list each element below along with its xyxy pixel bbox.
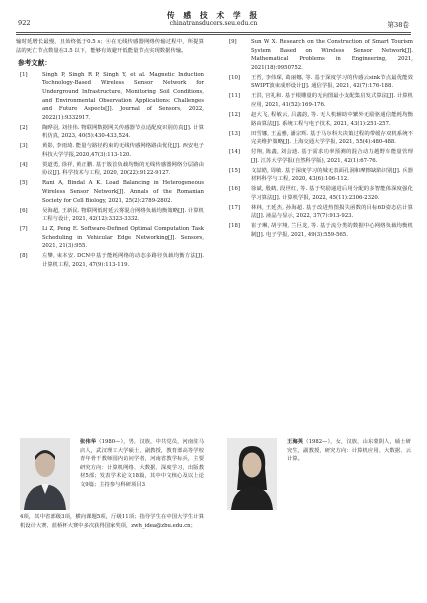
reference-item [225,38,413,72]
left-column [16,38,204,271]
reference-number: [11] [229,93,240,100]
page-number: 922 [18,19,31,27]
bio-wang-text: （1982—），女，汉族，山东蒙阴人，硕士研究生，副教授，研究方向：计算机应用、大数据、云计算。 [287,439,411,462]
reference-number: [15] [229,167,240,174]
reference-item [225,167,413,184]
reference-text: 文喆皓, 周敏. 基于深度学习的城无表面孔洞和摩擦缺陷识别[J]. 兵器材料科学与工程, 2020, 43(6):106-112. [251,167,413,183]
reference-number: [9] [229,39,237,45]
journal-url: chinatransducers.seu.edu.cn [169,20,258,27]
reference-item [16,207,204,224]
reference-list-left [16,71,204,270]
reference-text: 崔子琳, 胡宇翔, 兰巨龙, 等. 基于流分类的数据中心网络负载均衡机制[J]. 电子学报, 2021, 49(3):559-565. [251,223,413,238]
reference-number: [5] [20,180,28,187]
reference-number: [17] [229,204,240,211]
reference-number: [16] [229,186,240,193]
volume-label: 第38卷 [387,21,409,29]
reference-number: [6] [20,207,28,214]
reference-number: [13] [229,130,240,137]
reference-text: 陶晔羽, 刘佳伟. 物联网数据网关传感器节点适配度识别仿真[J]. 计算机仿真, 2023, 40(5):430-433,524. [42,124,204,140]
reference-text: 王洪, 宫礼和. 基于根雕量的无向图最小支配集启发式算法[J]. 计算机应用, 2021, 41(52):169-176. [251,93,413,108]
page-header [16,8,411,32]
reference-number: [4] [20,161,28,168]
reference-item [16,225,204,251]
reference-text: 左攀, 束本安. DCN中基于能耗网络的动态多路径负载均衡方法[J]. 计算机工程, 2021, 47(9):113-119. [42,253,204,268]
reference-item [16,142,204,159]
reference-item [225,130,413,147]
reference-text: 付翔, 陈鑫, 刘会迪. 基于需求功率预测的混合动力越野车能量管理[J]. 江苏大学学报(自然科学版), 2021, 42(1):67-76. [251,149,413,164]
reference-item [16,161,204,178]
reference-text: Singh P, Singh R P, Singh Y, et al. Magnetic Induction Technology-Based Wireless Sensor Network for Underground Infrastructure, Monitoring Soil Conditions, and Environmental Observation Applications: Challenges and Future Aspects[J]. Journal of Sensors, 2022, 2022(1):9332917. [42,71,204,121]
header-rule-double [16,34,411,35]
reference-text: Rani A, Bindal A K. Load Balancing in Heterogeneous Wireless Sensor Network[J]. Annals of the Romanian Society for Cell Biology, 2021, 25(2):2789-2802. [42,180,204,204]
bio-zhang-text-part2: 4项，其中省部级3项，横向课题5项，厅级11项；指导学生在中国大学生计算机设计大赛、蓝桥杯大赛中多次获得国家奖项，zwh_idea@zbu.edu.cn； [20,514,204,529]
reference-item [16,179,204,205]
reference-text: 王哲, 李伟琛, 葛丽娜, 等. 基于深度学习的传感云sink节点最优能效SWIPT波束成形设计[J]. 通信学报, 2021, 42(7):176-188. [251,74,413,90]
reference-number: [14] [229,149,240,156]
reference-item [225,222,413,239]
reference-item [225,148,413,165]
reference-number: [3] [20,143,28,150]
reference-item [225,92,413,109]
intro-paragraph: 输时延增长最慢，且始终低于0.5 s；④在无线传感器网络传输过程中，所提算法的死亡节点数量在3.5 以下，能够有效避开低能量节点实现数据传输。 [16,39,204,54]
bio-wang [287,438,411,464]
reference-number: [1] [20,71,28,78]
reference-number: [18] [229,223,240,230]
reference-number: [10] [229,74,240,81]
reference-item [225,111,413,128]
reference-item [16,252,204,269]
reference-text: 田雪娜, 王孟雅, 潘宗辉. 基于马尔科夫决策过程的带缓存双机系统不完美维护策略[J]. 上海交通大学学报, 2021, 55(4):480-488. [251,130,413,146]
reference-number: [12] [229,111,240,118]
author-photo-zhang [20,438,70,510]
references-heading: 参考文献： [18,59,51,68]
bio-zhang-text-part1: （1980—），男，汉族，中共党员，河南驻马店人，武汉理工大学硕士，副教授，教育部高等学校青年骨干教师国内访问学者，河南省教学标兵，主要研究方向：计算机网络、大数据、深度学习，出版教材5部；发表学术论文18篇，其中中文核心及以上论文9篇；主持参与科研项目3 [80,439,204,488]
author-name-wang: 王海英 [287,439,304,445]
reference-number: [7] [20,226,28,233]
reference-item [225,74,413,91]
reference-text: 吴海超, 王新民. 物联网低时延云雾混合网络负载均衡策略[J]. 计算机工程与设计, 2021, 42(12):3323-3332. [42,207,204,223]
reference-item [225,204,413,221]
reference-item [16,124,204,141]
reference-text: 黄影, 李雨琦. 能量与路径约束的无线传感网络路由优化[J]. 西安电子科技大学学报,2020,47(3):113-120. [42,143,204,158]
reference-text: Li Z, Peng E. Software-Defined Optimal Computation Task Scheduling in Vehicular Edge Networking[J]. Sensors, 2021, 21(3):955. [42,226,204,250]
author-photo-wang [227,438,277,510]
reference-text: Sun W X. Research on the Construction of Smart Tourism System Based on Wireless Sensor Network[J]. Mathematical Problems in Engineering, 2021, 2021(18):9950752. [251,39,413,71]
reference-text: 赵大飞, 程敏云, 吕鑫韵, 等. 无人机辅助中繁外无励驱通信能耗均衡路由算法[J]. 系统工程与电子技术, 2021, 43(1):251-257. [251,111,413,127]
reference-text: 贺道勇, 徐祥, 黄正鹏. 基于簇首负载均衡的无线传感器网络分层路由协议[J]. 科学技术与工程, 2020, 20(22):9122-9127. [42,161,204,177]
reference-item [225,185,413,202]
reference-item [16,71,204,123]
bio-zhang-intro [80,438,204,489]
reference-list-right [225,38,413,240]
right-column [225,38,413,241]
bio-zhang-continued [20,513,204,530]
reference-number: [8] [20,253,28,260]
author-name-zhang: 张伟华 [80,439,97,445]
journal-title: 传 感 技 术 学 报 [166,11,261,20]
author-photo-icon [227,438,277,510]
reference-number: [2] [20,124,28,131]
reference-text: 徐斌, 殷鹤, 段世红, 等. 基于奖励递进后用分配的多智能体深度强化学习算法[J]. 计算机学报, 2022, 45(11):2306-2320. [251,186,413,201]
author-photo-icon [20,438,70,510]
reference-text: 林林, 王延杰, 孙海超. 基于改进热图损失函数的目标6D姿态估计算法[J]. 液晶与显示, 2022, 37(7):913-923. [251,204,413,220]
